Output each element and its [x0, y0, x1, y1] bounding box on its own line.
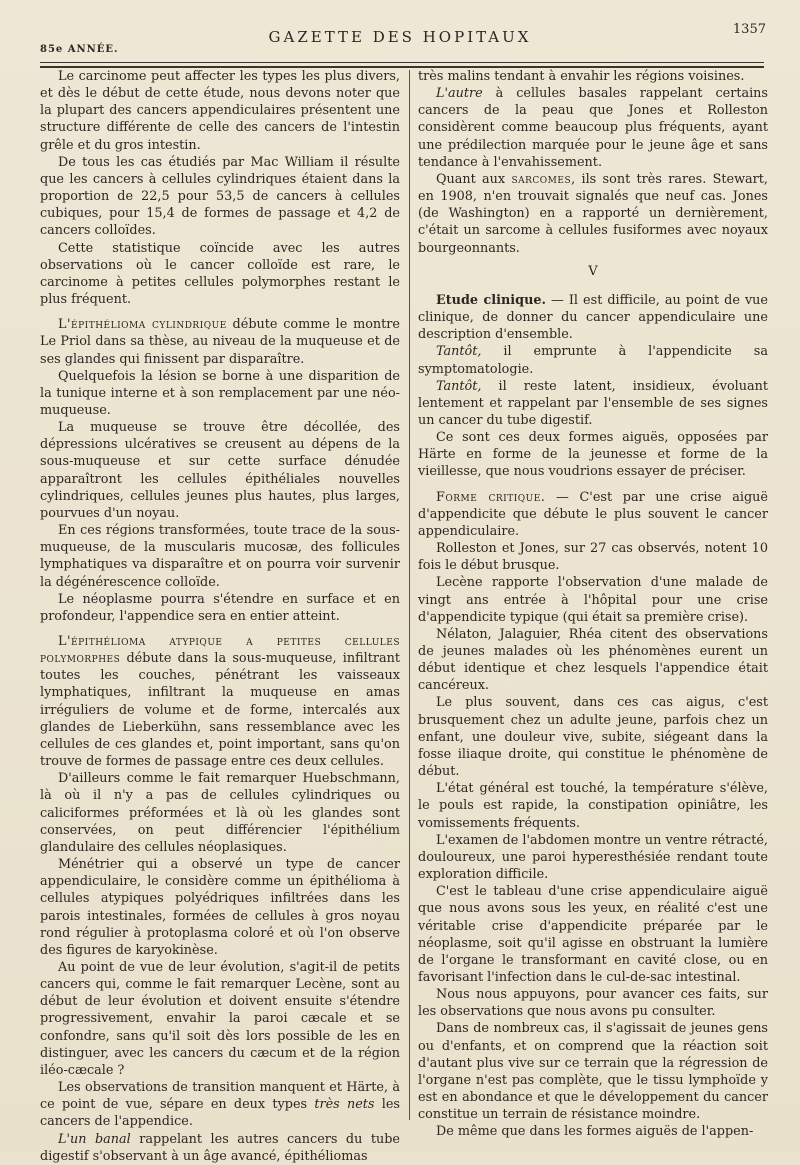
paragraph: D'ailleurs comme le fait remarquer Huebschmann, là où il n'y a pas de cellules cylindriques ou caliciformes préformées et là où les glandes sont conservées, on peut différencier l'épithélium glandulaire des cellules néoplasiques.: [40, 771, 400, 855]
paragraph: Le plus souvent, dans ces cas aigus, c'est brusquement chez un adulte jeune, parfois chez un enfant, une douleur vive, subite, siégeant dans la fosse iliaque droite, qui constitue le phénomène de début.: [418, 695, 768, 780]
paragraph-text: débute comme le montre Le Priol dans sa thèse, au niveau de la muqueuse et de ses glandes qui finissent par disparaître.: [40, 317, 400, 367]
emphasis: Tantôt,: [436, 344, 482, 360]
paragraph: Ce sont ces deux formes aiguës, opposées par Härte en forme de la jeunesse et forme de la vieillesse, que nous voudrions essayer de préciser.: [418, 430, 768, 480]
emphasis: L'un banal: [58, 1131, 131, 1147]
paragraph-text: il reste latent, insidieux, évoluant lentement et rappelant par l'ensemble de ses signes un cancer du tube digestif.: [418, 378, 768, 428]
paragraph: [418, 171, 768, 257]
subheading: L'épithélioma cylindrique: [58, 317, 227, 333]
paragraph: De même que dans les formes aiguës de l'appen-: [436, 1124, 754, 1140]
small-caps-term: sarcomes: [511, 171, 572, 187]
subheading: Forme critique.: [436, 489, 546, 505]
paragraph: Nous nous appuyons, pour avancer ces faits, sur les observations que nous avons pu consulter.: [418, 987, 768, 1020]
paragraph: [40, 316, 400, 367]
paragraph-text: les cancers de l'appendice.: [40, 1097, 400, 1130]
volume-label: 85e ANNÉE.: [40, 44, 119, 55]
paragraph: Rolleston et Jones, sur 27 cas observés, notent 10 fois le début brusque.: [418, 541, 768, 574]
paragraph: [40, 1131, 400, 1165]
paragraph: Le néoplasme pourra s'étendre en surface et en profondeur, l'appendice sera en entier atteint.: [40, 591, 400, 624]
paragraph-text: il emprunte à l'appendicite sa symptomatologie.: [418, 344, 768, 377]
paragraph: très malins tendant à envahir les régions voisines.: [418, 69, 745, 84]
paragraph-text: , ils sont très rares. Stewart, en 1908, n'en trouvait signalés que neuf cas. Jones (de Washington) en a rapporté un dernièrement, c'était un sarcome à cellules fusiformes avec noyaux bourgeonnants.: [418, 171, 768, 256]
paragraph: L'état général est touché, la température s'élève, le pouls est rapide, la constipation opiniâtre, les vomissements fréquents.: [418, 781, 768, 831]
paragraph: La muqueuse se trouve être décollée, des dépressions ulcératives se creusent au dépens de la sous-muqueuse et sur cette surface dénudée apparaîtront les cellules épithéliales nouvelles cylindriques, cellules jeunes plus hautes, plus larges, pourvues d'un noyau.: [40, 420, 400, 521]
paragraph: Cette statistique coïncide avec les autres observations où le cancer colloïde est rare, le carcinome à petites cellules polymorphes restant le plus fréquent.: [40, 240, 400, 308]
paragraph: En ces régions transformées, toute trace de la sous-muqueuse, de la muscularis mucosæ, des follicules lymphatiques va disparaître et on pourra voir survenir la dégénérescence colloïde.: [40, 523, 400, 590]
paragraph-text: débute dans la sous-muqueuse, infiltrant toutes les couches, pénétrant les vaisseaux lymphatiques, infiltrant la muqueuse en amas irréguliers de volume et de forme, intercalés aux glandes de Lieberkühn, sans ressemblance avec les cellules de ces glandes et, point important, sans qu'on trouve de formes de passage entre ces deux cellules.: [40, 651, 400, 770]
paragraph: Lecène rapporte l'observation d'une malade de vingt ans entrée à l'hôpital pour une crise d'appendicite typique (qui était sa première crise).: [418, 575, 768, 625]
paragraph: De tous les cas étudiés par Mac William il résulte que les cancers à cellules cylindriques étaient dans la proportion de 22,5 pour 53,5 de cancers à cellules cubiques, pour 15,4 de formes de passage et 4,2 de cancers colloïdes.: [40, 154, 400, 239]
section-heading: Etude clinique.: [436, 292, 547, 308]
emphasis: très nets: [314, 1097, 375, 1113]
paragraph-text: Les observations de transition manquent et Härte, à ce point de vue, sépare en deux types: [40, 1080, 400, 1113]
paragraph: [40, 1079, 400, 1130]
paragraph: Quelquefois la lésion se borne à une disparition de la tunique interne et à son remplacement par une néo-muqueuse.: [40, 368, 400, 418]
paragraph: [418, 489, 768, 540]
paragraph: [418, 292, 768, 343]
paragraph-text: à cellules basales rappelant certains cancers de la peau que Jones et Rolleston considèrent comme beaucoup plus fréquents, ayant une prédilection marquée pour le jeune âge et sans tendance à l'envahissement.: [418, 86, 768, 170]
paragraph: Le carcinome peut affecter les types les plus divers, et dès le début de cette étude, nous devons noter que la plupart des cancers appendiculaires présentent une structure différente de celle des cancers de l'intestin grêle et du gros intestin.: [40, 69, 400, 153]
paragraph: [418, 378, 768, 429]
paragraph: Ménétrier qui a observé un type de cancer appendiculaire, le considère comme un épithélioma à cellules atypiques polyédriques infiltrées dans les parois intestinales, formées de cellules à gros noyau rond régulier à protoplasma coloré et où l'on observe des figures de karyokinèse.: [40, 857, 400, 958]
paragraph-text: Quant aux: [436, 171, 512, 187]
emphasis: L'autre: [436, 86, 483, 102]
subheading: L'épithélioma atypique a petites cellules polymorphes: [40, 634, 400, 667]
paragraph: Nélaton, Jalaguier, Rhéa citent des observations de jeunes malades où les phénomènes eurent un début identique et chez lesquels l'appendice était cancéreux.: [418, 626, 768, 694]
paragraph-text: — Il est difficile, au point de vue clinique, de donner du cancer appendiculaire une description d'ensemble.: [418, 292, 768, 343]
paragraph: C'est le tableau d'une crise appendiculaire aiguë que nous avons sous les yeux, en réalité c'est une véritable crise d'appendicite préparée par le néoplasme, soit qu'il agisse en obstruant la lumière de l'organe le transformant en cavité close, ou en favorisant l'infection dans le cul-de-sac intestinal.: [418, 884, 768, 985]
paragraph-text: rappelant les autres cancers du tube digestif s'observant à un âge avancé, épithéliomas: [40, 1131, 400, 1164]
paragraph: Dans de nombreux cas, il s'agissait de jeunes gens ou d'enfants, et on comprend que la réaction soit d'autant plus vive sur ce terrain que la régression de l'organe n'est pas complète, que le tissu lymphoïde y est en abondance et que le développement du cancer constitue un terrain de résistance moindre.: [418, 1021, 768, 1123]
paragraph: L'examen de l'abdomen montre un ventre rétracté, douloureux, une paroi hyperesthésiée rendant toute exploration difficile.: [418, 832, 768, 883]
paragraph: Au point de vue de leur évolution, s'agit-il de petits cancers qui, comme le fait remarquer Lecène, sont au début de leur évolution et doivent ensuite s'étendre progressivement, envahir la paroi cæcale et se confondre, sans qu'il soit dès lors possible de les en distinguer, avec les cancers du cæcum et de la région iléo-cæcale ?: [40, 959, 400, 1078]
journal-title: GAZETTE DES HOPITAUX: [268, 28, 532, 46]
left-column: [40, 68, 400, 1165]
column-separator: [409, 70, 410, 1120]
paragraph: [40, 633, 400, 770]
right-column: [418, 68, 768, 1141]
header-rule-thin: [40, 62, 764, 63]
emphasis: Tantôt,: [436, 378, 482, 394]
paragraph-text: — C'est par une crise aiguë d'appendicite que débute le plus souvent le cancer appendiculaire.: [418, 489, 769, 539]
paragraph: [418, 343, 768, 377]
section-numeral: V: [588, 263, 598, 279]
paragraph: [418, 85, 768, 171]
page-number: 1357: [732, 22, 766, 37]
